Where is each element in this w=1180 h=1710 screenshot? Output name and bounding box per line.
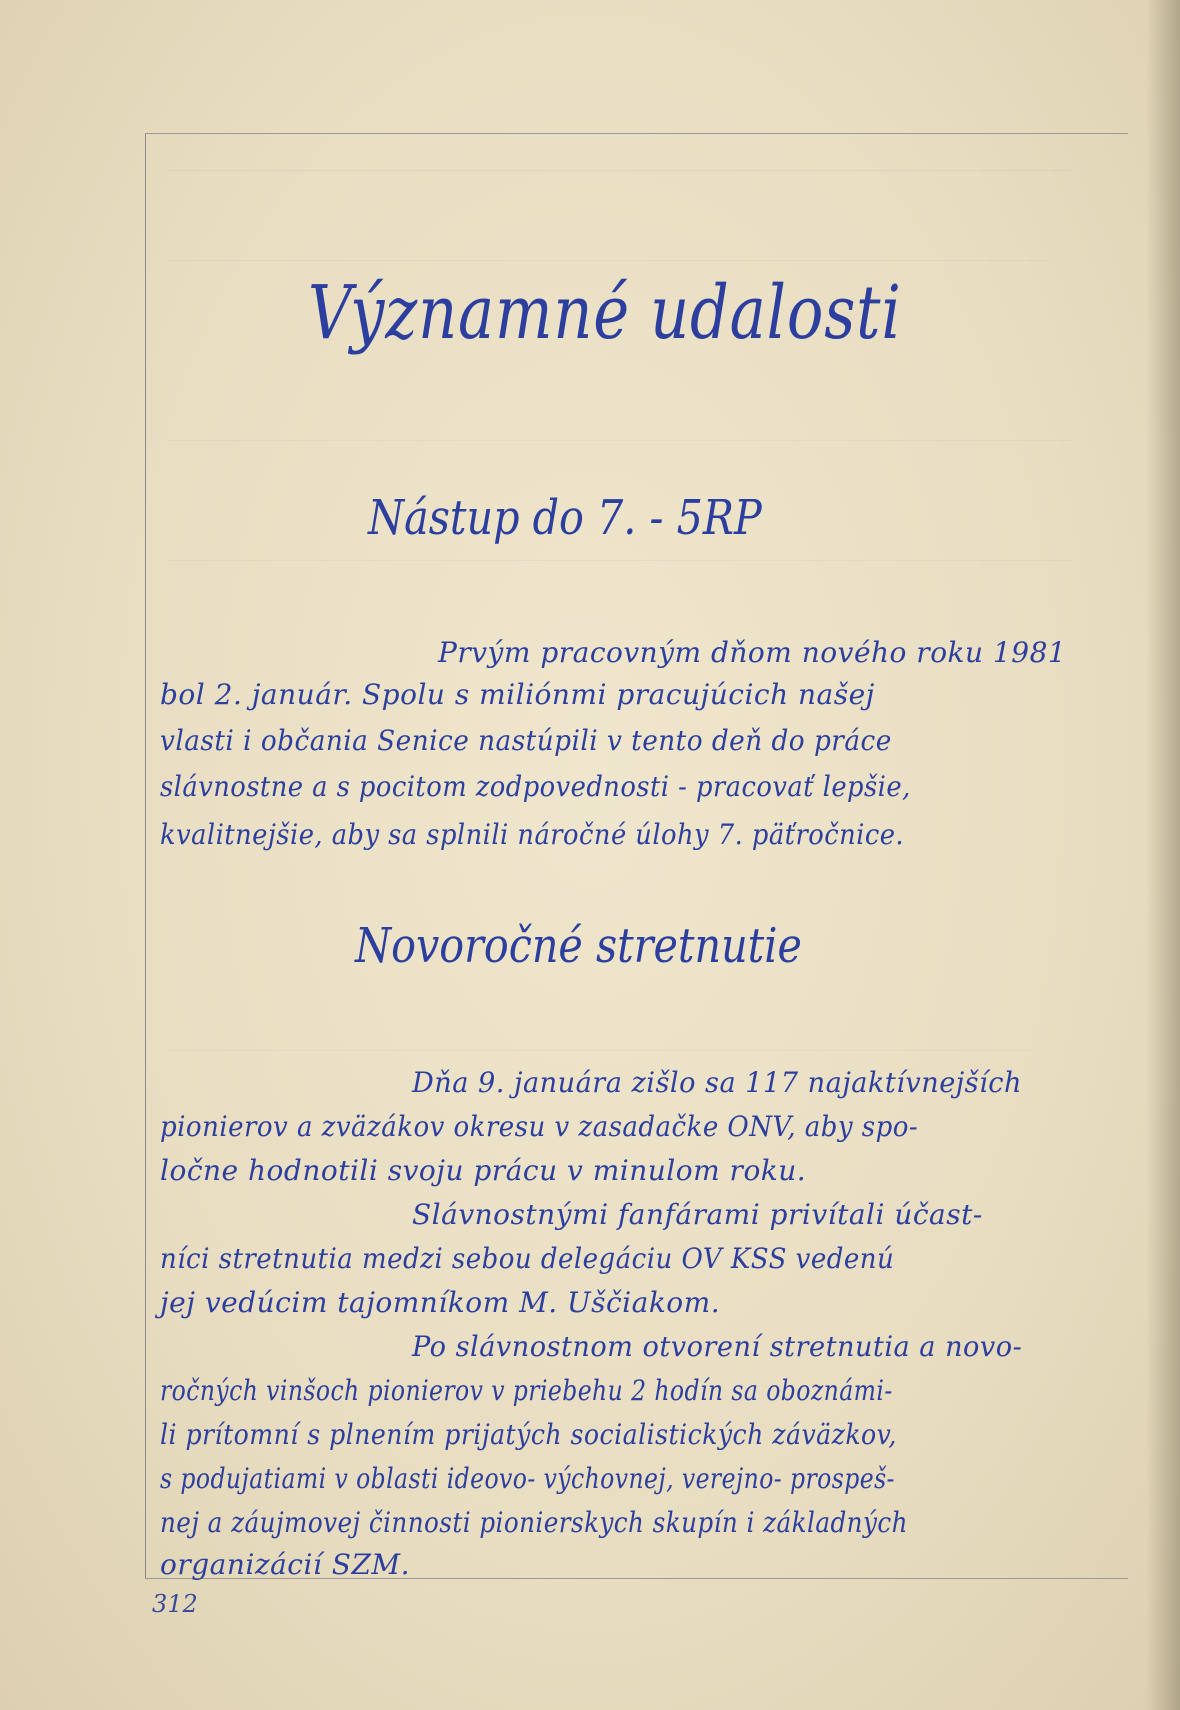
text-line: kvalitnejšie, aby sa splnili náročné úlohy 7. päťročnice. <box>160 818 905 851</box>
text-line: Po slávnostnom otvorení stretnutia a novo- <box>412 1330 1023 1363</box>
text-line: ločne hodnotili svoju prácu v minulom roku. <box>160 1154 807 1187</box>
text-line: pionierov a zväzákov okresu v zasadačke ONV, aby spo- <box>160 1110 919 1143</box>
bleed-through-line <box>170 560 1070 571</box>
bleed-through-line <box>170 170 1070 181</box>
text-line: slávnostne a s pocitom zodpovednosti - pracovať lepšie, <box>160 770 911 803</box>
text-line: organizácií SZM. <box>160 1548 410 1581</box>
text-line: Slávnostnými fanfárami privítali účast- <box>412 1198 983 1231</box>
text-line: jej vedúcim tajomníkom M. Uščiakom. <box>160 1286 721 1319</box>
text-line: Prvým pracovným dňom nového roku 1981 <box>438 636 1067 669</box>
section-heading-1: Nástup do 7. - 5RP <box>368 490 762 546</box>
page-number: 312 <box>152 1590 198 1618</box>
text-line: Dňa 9. januára zišlo sa 117 najaktívnejších <box>412 1066 1022 1099</box>
bleed-through-line <box>170 440 1070 451</box>
text-line: níci stretnutia medzi sebou delegáciu OV KSS vedenú <box>160 1242 895 1275</box>
text-line: li prítomní s plnením prijatých socialistických záväzkov, <box>160 1418 897 1451</box>
text-line: s podujatiami v oblasti ideovo- výchovnej, verejno- prospeš- <box>160 1462 895 1495</box>
text-line: ročných vinšoch pionierov v priebehu 2 hodín sa oboznámi- <box>160 1374 893 1407</box>
page-title: Významné udalosti <box>308 270 902 356</box>
text-line: vlasti i občania Senice nastúpili v tento deň do práce <box>160 724 892 757</box>
text-line: nej a záujmovej činnosti pionierskych skupín i základných <box>160 1506 908 1539</box>
section-heading-2: Novoročné stretnutie <box>355 918 802 974</box>
text-line: bol 2. január. Spolu s miliónmi pracujúcich našej <box>160 678 875 711</box>
bleed-through-line <box>170 1050 1030 1061</box>
